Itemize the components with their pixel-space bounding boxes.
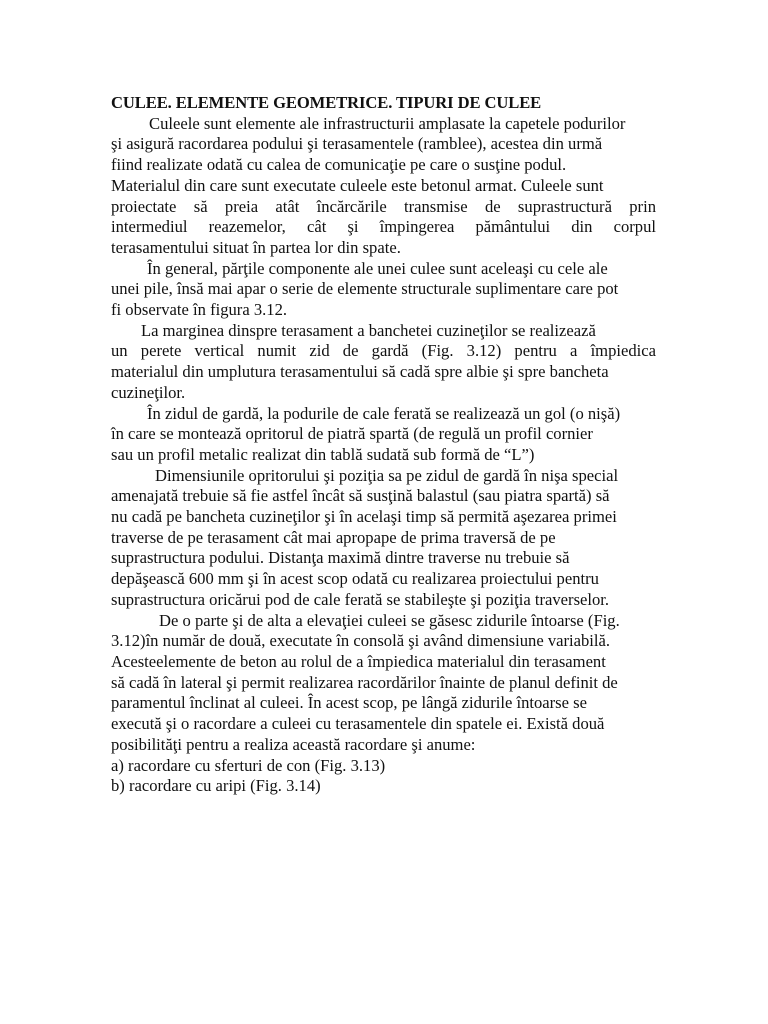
paragraph-line: proiectate să preia atât încărcările transmise de suprastructură prin	[111, 196, 656, 216]
paragraph-line: suprastructura podului. Distanţa maximă dintre traverse nu trebuie să	[111, 548, 570, 568]
list-item: b) racordare cu aripi (Fig. 3.14)	[111, 776, 321, 796]
paragraph-line: paramentul înclinat al culeei. În acest scop, pe lângă zidurile întoarse se	[111, 693, 587, 713]
paragraph-line: intermediul reazemelor, cât şi împingerea pământului din corpul	[111, 217, 656, 237]
paragraph-line: nu cadă pe bancheta cuzineţilor şi în acelaşi timp să permită aşezarea primei	[111, 507, 617, 527]
paragraph-line: şi asigură racordarea podului şi terasamentele (ramblee), acestea din urmă	[111, 134, 603, 154]
paragraph-line: unei pile, însă mai apar o serie de elemente structurale suplimentare care pot	[111, 279, 619, 299]
paragraph-line: 3.12)în număr de două, executate în consolă şi având dimensiune variabilă.	[111, 631, 611, 651]
paragraph-line: să cadă în lateral şi permit realizarea racordărilor înainte de planul definit de	[111, 672, 618, 692]
paragraph-line: fiind realizate odată cu calea de comunicaţie pe care o susţine podul.	[111, 155, 567, 175]
paragraph-line: amenajată trebuie să fie astfel încât să susţină balastul (sau piatra spartă) să	[111, 486, 610, 506]
paragraph-line: cuzineţilor.	[111, 382, 186, 402]
paragraph-line: depăşească 600 mm şi în acest scop odată cu realizarea proiectului pentru	[111, 569, 599, 589]
paragraph-line: materialul din umplutura terasamentului să cadă spre albie şi spre bancheta	[111, 362, 609, 382]
paragraph-line: La marginea dinspre terasament a banchetei cuzineţilor se realizează	[141, 320, 596, 340]
paragraph-line: În general, părţile componente ale unei culee sunt aceleaşi cu cele ale	[147, 258, 608, 278]
paragraph-line: posibilităţi pentru a realiza această racordare şi anume:	[111, 734, 476, 754]
paragraph-line: în care se montează opritorul de piatră spartă (de regulă un profil cornier	[111, 424, 593, 444]
paragraph-line: suprastructura oricărui pod de cale ferată se stabileşte şi poziţia traverselor.	[111, 589, 610, 609]
document-page	[111, 93, 656, 797]
document-title: CULEE. ELEMENTE GEOMETRICE. TIPURI DE CULEE	[111, 93, 542, 112]
paragraph-line: De o parte şi de alta a elevaţiei culeei se găsesc zidurile întoarse (Fig.	[159, 610, 620, 630]
paragraph-line: fi observate în figura 3.12.	[111, 300, 288, 320]
paragraph-line: execută şi o racordare a culeei cu terasamentele din spatele ei. Există două	[111, 714, 605, 734]
paragraph-line: terasamentului situat în partea lor din spate.	[111, 237, 401, 257]
paragraph-line: un perete vertical numit zid de gardă (Fig. 3.12) pentru a împiedica	[111, 341, 656, 361]
paragraph-line: Dimensiunile opritorului şi poziţia sa pe zidul de gardă în nişa special	[155, 465, 619, 485]
paragraph-line: Culeele sunt elemente ale infrastructurii amplasate la capetele podurilor	[149, 113, 626, 133]
paragraph-line: Materialul din care sunt executate culeele este betonul armat. Culeele sunt	[111, 175, 604, 195]
paragraph-line: sau un profil metalic realizat din tablă sudată sub formă de “L”)	[111, 444, 535, 464]
paragraph-line: traverse de pe terasament cât mai apropape de prima traversă de pe	[111, 527, 556, 547]
paragraph-line: În zidul de gardă, la podurile de cale ferată se realizează un gol (o nişă)	[147, 403, 621, 423]
paragraph-line: Acesteelemente de beton au rolul de a împiedica materialul din terasament	[111, 651, 606, 671]
list-item: a) racordare cu sferturi de con (Fig. 3.13)	[111, 755, 386, 775]
